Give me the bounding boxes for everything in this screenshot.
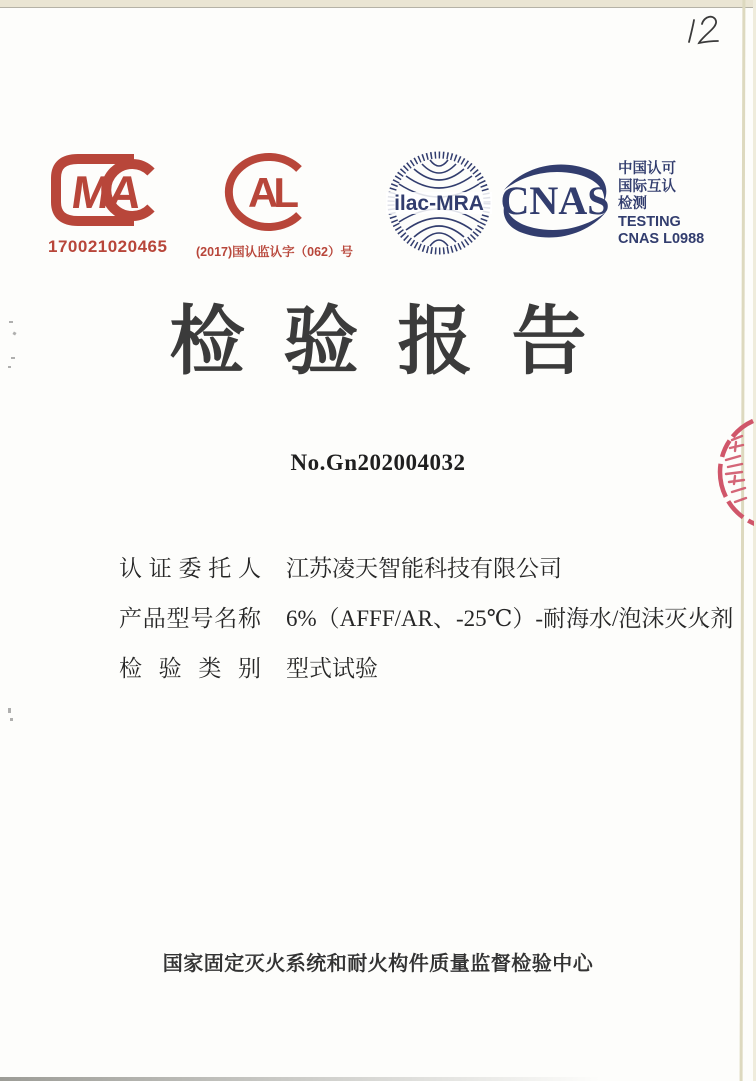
cal-logo-block — [196, 150, 353, 260]
cma-certificate-number: 170021020465 — [48, 237, 168, 256]
scan-speck — [10, 718, 13, 721]
field-value-product-model: 6%（AFFF/AR、-25℃）-耐海水/泡沫灭火剂 — [286, 606, 734, 631]
cnas-caption-block — [618, 161, 704, 249]
report-fields — [119, 552, 733, 702]
page-fold-line — [740, 0, 746, 1081]
report-number: No.Gn202004032 — [290, 450, 466, 475]
red-seal-stamp-icon — [702, 412, 754, 534]
cnas-caption-line: 国际互认 — [618, 178, 676, 195]
field-value-applicant: 江苏凌天智能科技有限公司 — [286, 556, 562, 581]
cma-logo-icon — [48, 150, 160, 230]
field-row-product-model — [119, 602, 733, 652]
field-value-test-category: 型式试验 — [286, 656, 378, 681]
cnas-caption-line: TESTING — [618, 213, 681, 230]
field-label-test-category: 检验类别 — [119, 656, 261, 681]
field-label-applicant: 认证委托人 — [119, 556, 261, 581]
inspection-center-name: 国家固定灭火系统和耐火构件质量监督检验中心 — [162, 953, 594, 975]
cnas-caption-line: CNAS L0988 — [618, 231, 705, 247]
ilac-mra-logo-block — [386, 148, 492, 263]
scan-edge-top — [0, 0, 756, 8]
cnas-caption-line: 检测 — [618, 196, 647, 212]
cal-logo-icon — [221, 150, 321, 234]
ilac-mra-label: ilac-MRA — [394, 192, 484, 215]
cal-caption: (2017)国认监认字（062）号 — [196, 245, 353, 259]
handwritten-page-number — [684, 12, 724, 50]
field-row-test-category — [119, 652, 733, 702]
cnas-caption-line: 中国认可 — [618, 161, 676, 177]
red-seal-stamp — [702, 412, 754, 534]
cma-logo-block — [48, 150, 168, 257]
report-title: 检验报告 — [169, 299, 626, 383]
cnas-logo-block — [498, 158, 612, 249]
cal-letters: AL — [248, 169, 294, 216]
cnas-letters: CNAS — [500, 178, 610, 223]
field-row-applicant — [119, 552, 733, 602]
scan-edge-bottom — [0, 1077, 600, 1081]
cma-letters: MA — [68, 166, 144, 218]
field-label-product-model: 产品型号名称 — [119, 606, 261, 631]
scan-speck — [8, 708, 11, 713]
cnas-logo-icon — [498, 158, 612, 244]
ilac-mra-icon — [386, 148, 492, 258]
